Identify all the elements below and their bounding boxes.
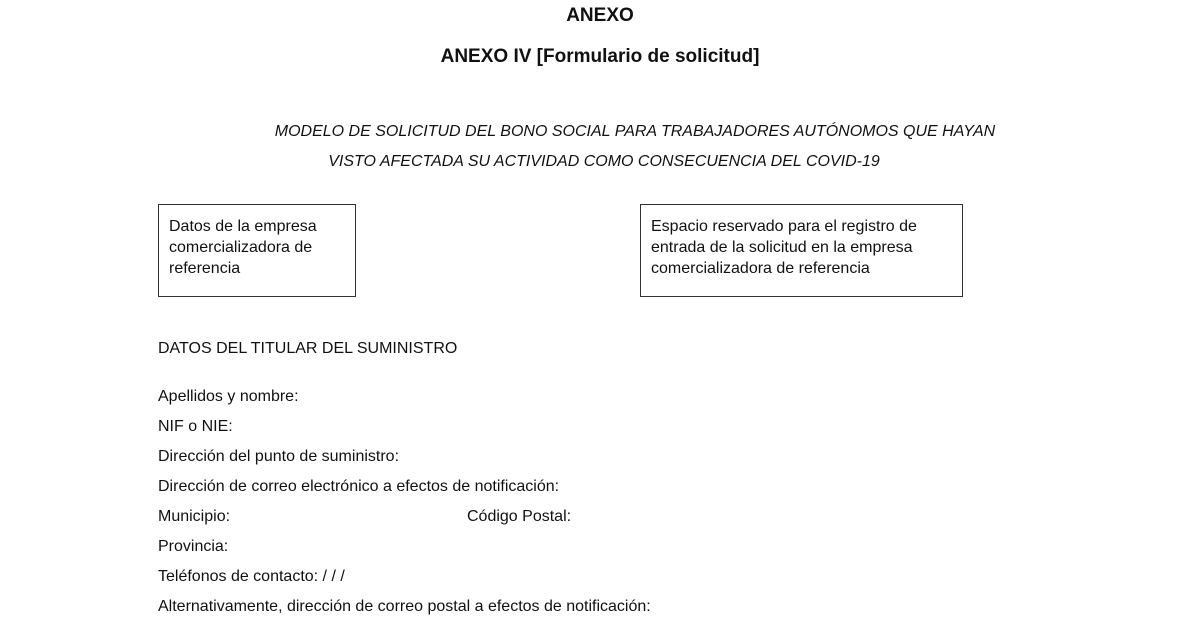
field-label-postal-code: Código Postal: — [467, 508, 572, 525]
registry-reserved-box — [640, 204, 963, 297]
field-label-postal-mail: Alternativamente, dirección de correo postal a efectos de notificación: — [158, 598, 651, 615]
field-label-email: Dirección de correo electrónico a efectos de notificación: — [158, 478, 560, 495]
model-title-line-1: MODELO DE SOLICITUD DEL BONO SOCIAL PARA TRABAJADORES AUTÓNOMOS QUE HAYAN — [274, 123, 996, 140]
field-label-provincia: Provincia: — [158, 538, 229, 555]
registry-box-line-3: comercializadora de referencia — [651, 260, 870, 277]
field-label-phones: Teléfonos de contacto: / / / — [158, 568, 345, 585]
company-box-line-1: Datos de la empresa — [169, 218, 317, 235]
company-box-line-2: comercializadora de — [169, 239, 313, 256]
page-subtitle: ANEXO IV [Formulario de solicitud] — [440, 46, 760, 67]
field-label-nif: NIF o NIE: — [158, 418, 233, 435]
company-data-box — [158, 204, 356, 297]
company-box-line-3: referencia — [169, 260, 241, 277]
field-label-municipio: Municipio: — [158, 508, 231, 525]
field-label-name: Apellidos y nombre: — [158, 388, 299, 405]
page-title: ANEXO — [566, 5, 634, 26]
registry-box-line-2: entrada de la solicitud en la empresa — [651, 239, 913, 256]
registry-box-line-1: Espacio reservado para el registro de — [651, 218, 917, 235]
field-label-supply-address: Dirección del punto de suministro: — [158, 448, 400, 465]
model-title-line-2: VISTO AFECTADA SU ACTIVIDAD COMO CONSECUENCIA DEL COVID-19 — [328, 153, 880, 170]
section-title-holder-data: DATOS DEL TITULAR DEL SUMINISTRO — [158, 340, 458, 357]
